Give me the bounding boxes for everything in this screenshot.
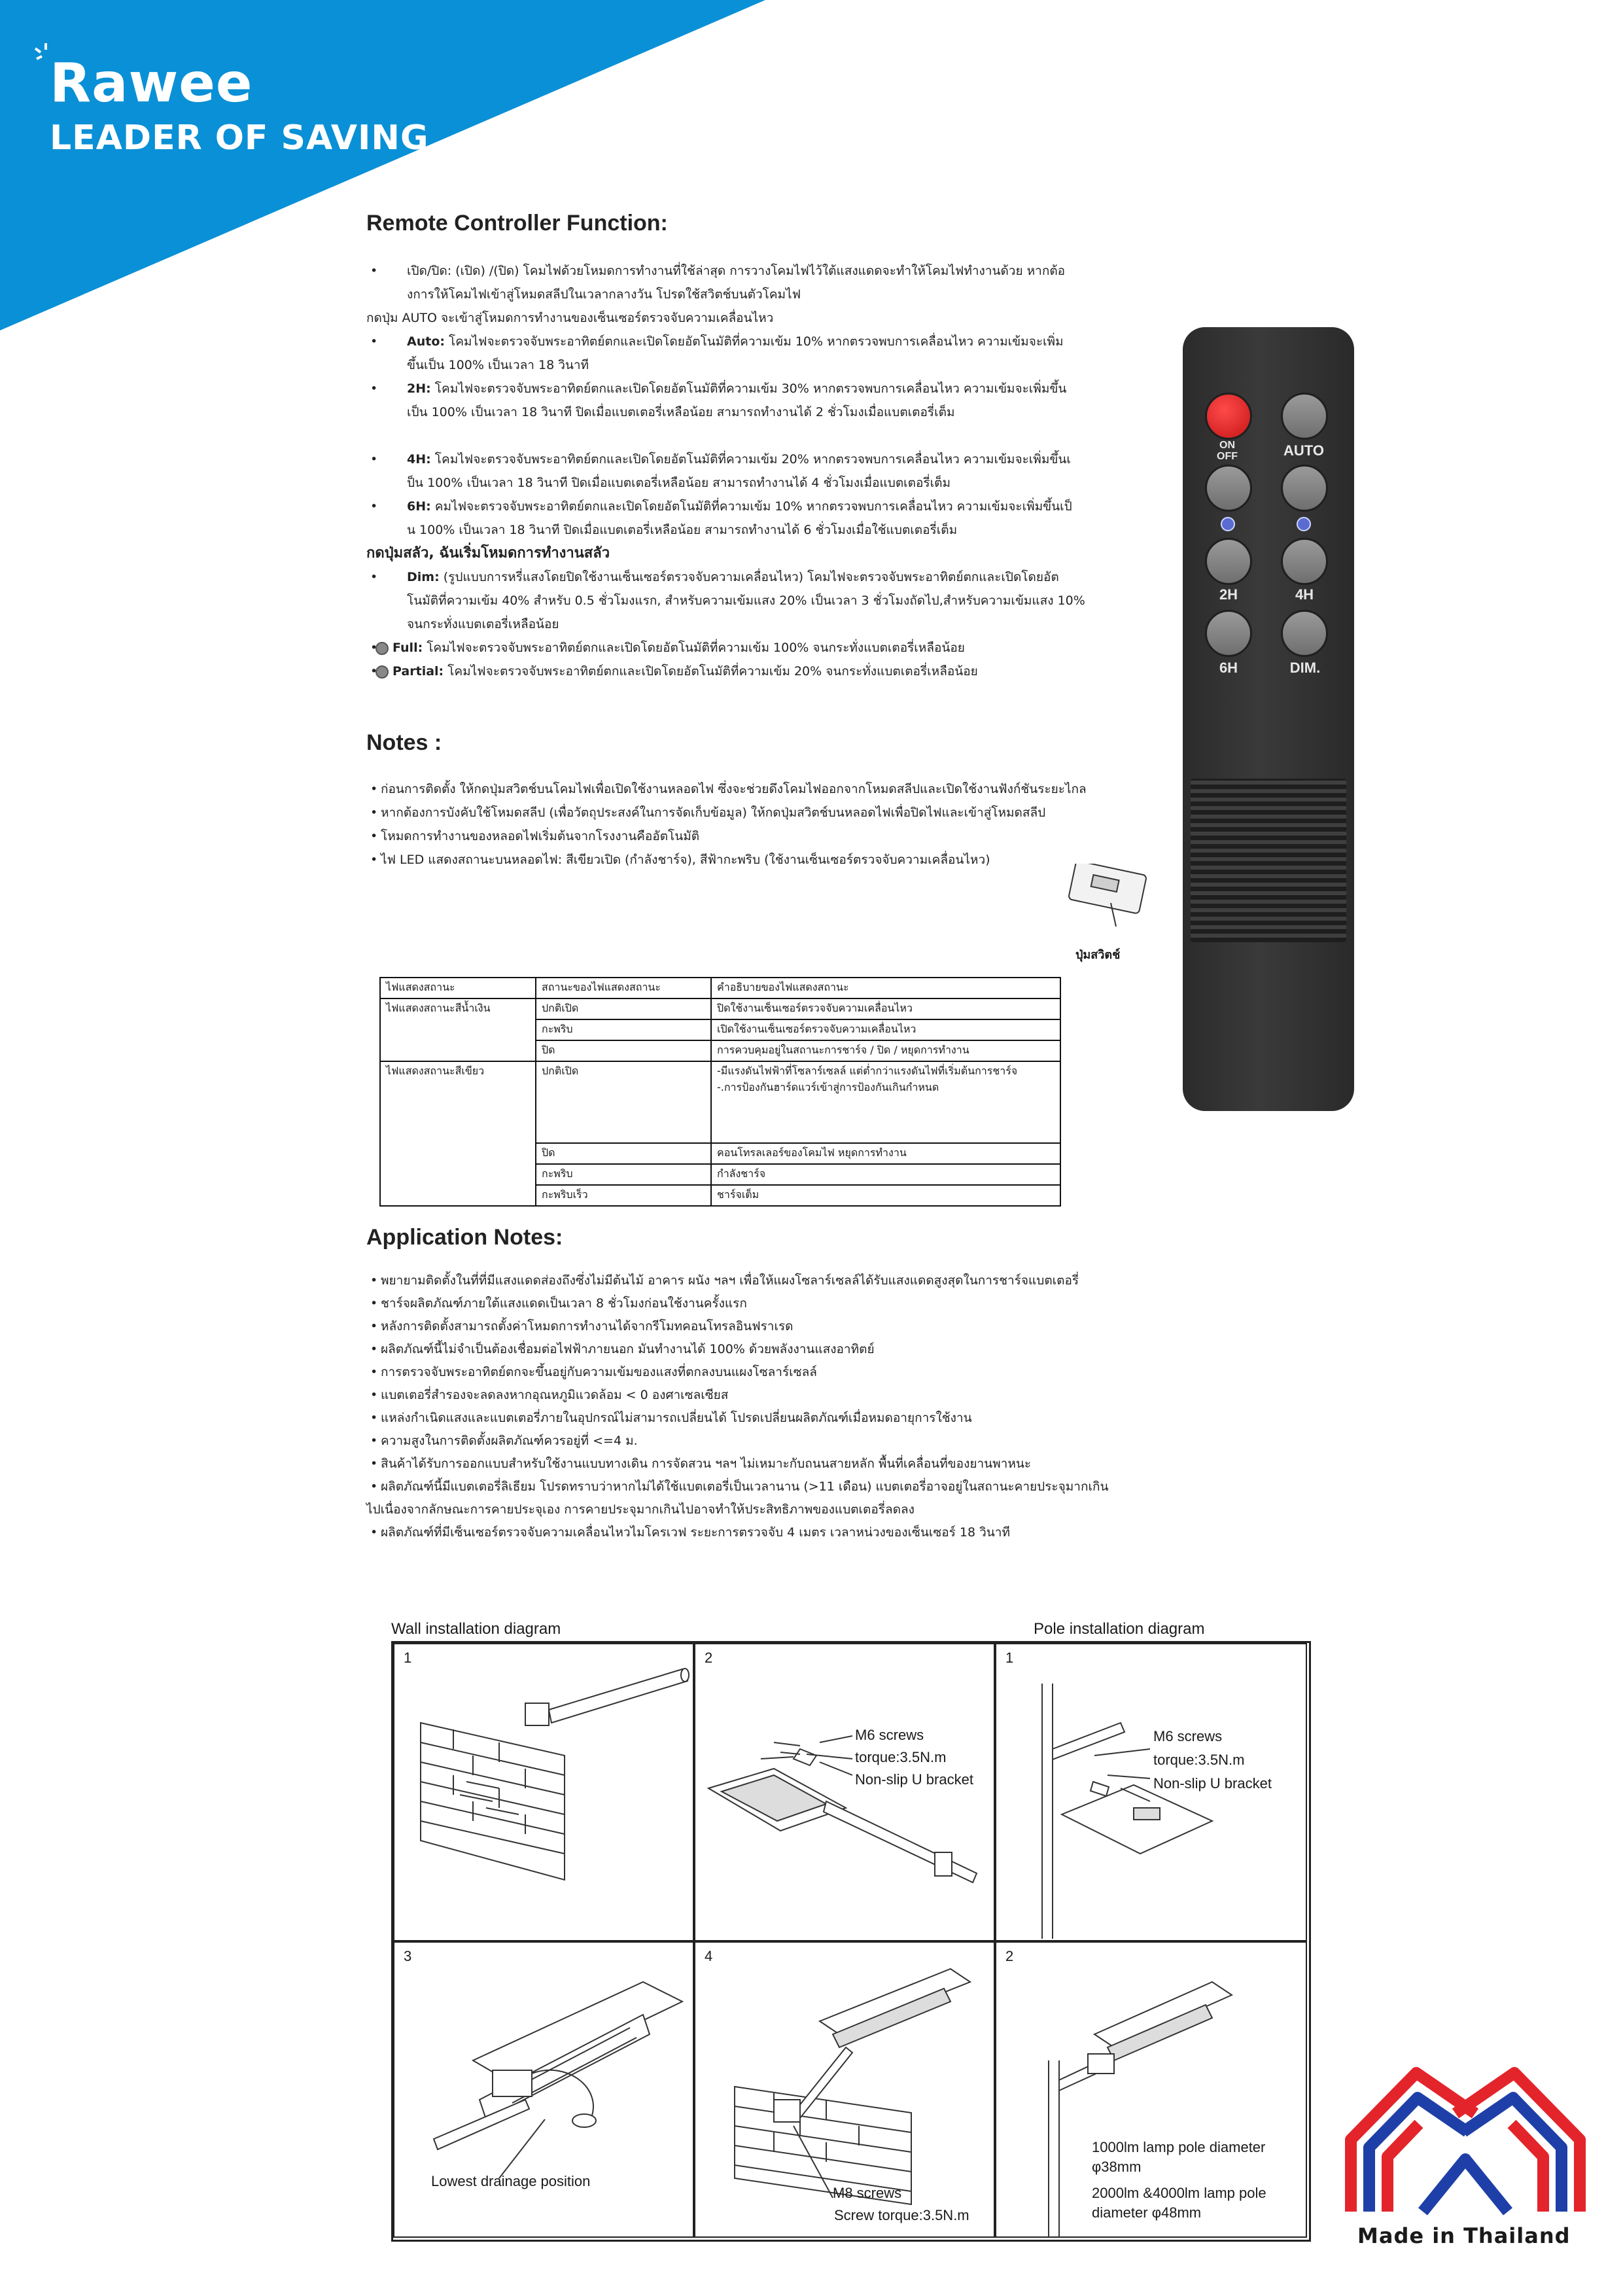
remote-heading: Remote Controller Function: [366,211,668,236]
application-note: • ความสูงในการติดตั้งผลิตภัณฑ์ควรอยู่ที่ <=4 ม. [366,1430,1178,1453]
table-header-row [380,978,1060,998]
remote-function-item [366,565,1171,589]
application-note: • หลังการติดตั้งสามารถตั้งค่าโหมดการทำงานได้จากรีโมทคอนโทรลอินฟราเรด [366,1315,1178,1338]
partial-button-icon [375,665,389,679]
torque-label: torque:3.5N.m [855,1749,947,1765]
remote-function-line: กดปุ่ม AUTO จะเข้าสู่โหมดการทำงานของเซ็นเซอร์ตรวจจับความเคลื่อนไหว [366,311,774,325]
m6-screws-label: M6 screws [1153,1728,1223,1744]
table-row [380,1040,1060,1061]
made-in-thailand-logo [1344,2061,1586,2218]
table-cell: -มีแรงดันไฟฟ้าที่โซลาร์เซลล์ แต่ต่ำกว่าแรงดันไฟที่เริ่มต้นการชาร์จ -.การป้องกันฮาร์ดแวร์เข้าสู่การป้องกันเกินกำหนด [711,1061,1060,1143]
table-cell: การควบคุมอยู่ในสถานะการชาร์จ / ปิด / หยุดการทำงาน [711,1040,1060,1061]
step-number: 2 [705,1650,713,1666]
table-cell [380,1143,536,1164]
pole-1000-diameter: φ38mm [1092,2159,1142,2175]
application-note: • ผลิตภัณฑ์ที่มีเซ็นเซอร์ตรวจจับความเคลื่อนไหวไมโครเวฟ ระยะการตรวจจับ 4 เมตร เวลาหน่วงของเซ็นเซอร์ 18 วินาที [366,1521,1178,1544]
table-cell [380,1185,536,1206]
remote-function-line: ขึ้นเป็น 100% เป็นเวลา 18 วินาที [407,358,589,372]
wall-diagram-title: Wall installation diagram [391,1620,561,1638]
mode-label: Partial: [393,664,444,679]
remote-function-line: โนมัติที่ความเข้ม 40% สำหรับ 0.5 ชั่วโมงแรก, สำหรับความเข้มแสง 20% เป็นเวลา 3 ชั่วโมงถัดไป,สำหรับความเข้มแสง 10% [407,593,1085,608]
table-row [380,1143,1060,1164]
diagram-cell [393,1941,694,2238]
remote-function-item [366,259,1171,283]
step-number: 3 [404,1948,412,1964]
table-cell: ปิด [536,1040,711,1061]
brand-name: Rawee [50,52,253,115]
remote-function-item [366,448,1171,471]
pole-2000-label: 2000lm &4000lm lamp pole [1092,2185,1266,2201]
table-row [380,998,1060,1019]
table-cell: ชาร์จเต็ม [711,1185,1060,1206]
notes-list [366,777,1178,872]
notes-item: • ไฟ LED แสดงสถานะบนหลอดไฟ: สีเขียวเปิด (กำลังชาร์จ), สีฟ้ากะพริบ (ใช้งานเซ็นเซอร์ตรวจจับความเคลื่อนไหว) [366,848,1178,872]
drainage-drawing [394,1943,695,2239]
application-notes-list [366,1269,1178,1544]
partial-dot-icon [1297,517,1311,531]
table-cell [380,1164,536,1185]
application-note: • สินค้าได้รับการออกแบบสำหรับใช้งานแบบทางเดิน การจัดสวน ฯลฯ ไม่เหมาะกับถนนสายหลัก พื้นที่เคลื่อนที่ของยานพาหนะ [366,1453,1178,1475]
remote-function-item [366,495,1171,518]
remote-function-text [366,259,1171,683]
m6-screws-label: M6 screws [855,1727,924,1743]
pole-2000-diameter: diameter φ48mm [1092,2204,1202,2221]
brand-tagline: LEADER OF SAVING [50,118,429,158]
switch-caption: ปุ่มสวิตช์ [1075,948,1121,962]
mode-description: โคมไฟจะตรวจจับพระอาทิตย์ตกและเปิดโดยอัตโนมัติที่ความเข้ม 10% หากตรวจพบการเคลื่อนไหว ความเข้มจะเพิ่ม [444,334,1064,349]
2h-remote-label: 2H [1219,586,1238,603]
mode-label: 2H: [407,381,431,396]
remote-function-line: งการให้โคมไฟเข้าสู่โหมดสลีปในเวลากลางวัน โปรดใช้สวิตช์บนตัวโคมไฟ [407,287,801,302]
remote-function-item [366,636,1171,660]
mode-label: Auto: [407,334,445,349]
mode-label: 6H: [407,499,431,514]
application-note: • แหล่งกำเนิดแสงและแบตเตอรี่ภายในอุปกรณ์ไม่สามารถเปลี่ยนได้ โปรดเปลี่ยนผลิตภัณฑ์เมื่อหมดอายุการใช้งาน [366,1407,1178,1430]
mode-label: 4H: [407,452,431,467]
auto-remote-label: AUTO [1283,442,1324,459]
table-cell [380,1019,536,1040]
dim-mode-heading: กดปุ่มสลัว, ฉันเริ่มโหมดการทำงานสลัว [366,545,610,561]
auto-remote-button [1281,393,1328,440]
torque-label: torque:3.5N.m [1153,1752,1245,1768]
table-row [380,1185,1060,1206]
application-heading: Application Notes: [366,1225,563,1250]
4h-remote-label: 4H [1295,586,1314,603]
table-row [380,1019,1060,1040]
brand-logo [50,52,429,158]
led-status-table [379,977,1061,1207]
pole-bracket-drawing [996,1644,1308,1943]
table-cell: ไฟแสดงสถานะสีเขียว [380,1061,536,1143]
installation-diagram-grid [391,1641,1311,2242]
speaker-grille [1191,779,1346,942]
table-cell: กำลังชาร์จ [711,1164,1060,1185]
diagram-cell [995,1941,1307,2238]
table-cell: กะพริบ [536,1164,711,1185]
diagram-cell [393,1643,694,1941]
remote-function-line: เป็น 100% เป็นเวลา 18 วินาที ปิดเมื่อแบตเตอรี่เหลือน้อย สามารถทำงานได้ 2 ชั่วโมงเมื่อแบตเตอรี่เต็ม [407,405,955,419]
mode-label: Full: [393,641,423,655]
dim-remote-label: DIM. [1289,660,1321,676]
step-number: 1 [404,1650,412,1666]
full-remote-button [1205,465,1252,512]
diagram-cell [995,1643,1307,1941]
table-cell: ปกติเปิด [536,1061,711,1143]
spacer [366,424,1171,448]
application-note: • พยายามติดตั้งในที่ที่มีแสงแดดส่องถึงซึ่งไม่มีต้นไม้ อาคาร ผนัง ฯลฯ เพื่อให้แผงโซลาร์เซลล์ได้รับแสงแดดสูงสุดในการชาร์จแบตเตอรี่ [366,1269,1178,1292]
mode-description: โคมไฟจะตรวจจับพระอาทิตย์ตกและเปิดโดยอัตโนมัติที่ความเข้ม 20% หากตรวจพบการเคลื่อนไหว ความเข้มจะเพิ่มขึ้นเ [430,452,1071,467]
drainage-label: Lowest drainage position [431,2173,591,2189]
application-note: ไปเนื่องจากลักษณะการคายประจุเอง การคายประจุมากเกินไปอาจทำให้ประสิทธิภาพของแบตเตอรี่ลดลง [366,1502,915,1517]
dim-remote-button [1281,610,1328,657]
pole-diagram-title: Pole installation diagram [1034,1620,1205,1638]
4h-remote-button [1281,538,1328,585]
mode-description: โคมไฟจะตรวจจับพระอาทิตย์ตกและเปิดโดยอัตโนมัติที่ความเข้ม 20% จนกระทั่งแบตเตอรี่เหลือน้อย [444,664,978,679]
table-row [380,1061,1060,1143]
table-header: สถานะของไฟแสดงสถานะ [536,978,711,998]
table-cell: เปิดใช้งานเซ็นเซอร์ตรวจจับความเคลื่อนไหว [711,1019,1060,1040]
bracket-label: Non-slip U bracket [1153,1775,1272,1792]
lamp-switch-image [1065,864,1150,929]
mode-description: โคมไฟจะตรวจจับพระอาทิตย์ตกและเปิดโดยอัตโนมัติที่ความเข้ม 30% หากตรวจพบการเคลื่อนไหว ความเข้มจะเพิ่มขึ้น [430,381,1067,396]
application-note: • แบตเตอรี่สำรองจะลดลงหากอุณหภูมิแวดล้อม < 0 องศาเซลเซียส [366,1384,1178,1407]
6h-remote-label: 6H [1219,660,1238,676]
table-cell: ปกติเปิด [536,998,711,1019]
table-cell: ปิดใช้งานเซ็นเซอร์ตรวจจับความเคลื่อนไหว [711,998,1060,1019]
remote-function-item [366,660,1171,683]
mode-label: Dim: [407,570,440,584]
remote-controller-image [1183,327,1354,1111]
table-cell: ปิด [536,1143,711,1164]
remote-function-line: น 100% เป็นเวลา 18 วินาที ปิดเมื่อแบตเตอรี่เหลือน้อย สามารถทำงานได้ 6 ชั่วโมงเมื่อใช้แบตเตอรี่เต็ม [407,523,958,537]
onoff-remote-label: ON OFF [1217,440,1238,462]
onoff-remote-button [1205,393,1252,440]
table-cell: ไฟแสดงสถานะสีน้ำเงิน [380,998,536,1019]
mode-description: เปิด/ปิด: (เปิด) /(ปิด) โคมไฟด้วยโหมดการทำงานที่ใช้ล่าสุด การวางโคมไฟไว้ใต้แสงแดดจะทำให้โคมไฟทำงานด้วย หากต้อ [407,264,1066,278]
table-row [380,1164,1060,1185]
diagram-cell [694,1941,995,2238]
screw-torque-label: Screw torque:3.5N.m [834,2207,969,2223]
bracket-label: Non-slip U bracket [855,1771,973,1788]
application-note: • ผลิตภัณฑ์นี้ไม่จำเป็นต้องเชื่อมต่อไฟฟ้าภายนอก มันทำงานได้ 100% ด้วยพลังงานแสงอาทิตย์ [366,1338,1178,1361]
mode-description: โคมไฟจะตรวจจับพระอาทิตย์ตกและเปิดโดยอัตโนมัติที่ความเข้ม 100% จนกระทั่งแบตเตอรี่เหลือน้อย [423,641,965,655]
m8-screws-label: M8 screws [833,2185,902,2201]
pole-1000-label: 1000lm lamp pole diameter [1092,2139,1266,2155]
notes-item: • ก่อนการติดตั้ง ให้กดปุ่มสวิตช์บนโคมไฟเพื่อเปิดใช้งานหลอดไฟ ซึ่งจะช่วยดึงโคมไฟออกจากโหมดสลีปและเปิดใช้งานฟังก์ชันระยะไกล [366,777,1178,801]
notes-item: • หากต้องการบังคับใช้โหมดสลีป (เพื่อวัตถุประสงค์ในการจัดเก็บข้อมูล) ให้กดปุ่มสวิตช์บนหลอดไฟเพื่อปิดไฟและเข้าสู่โหมดสลีป [366,801,1178,824]
notes-item: • โหมดการทำงานของหลอดไฟเริ่มต้นจากโรงงานคืออัตโนมัติ [366,824,1178,848]
application-note: • ชาร์จผลิตภัณฑ์ภายใต้แสงแดดเป็นเวลา 8 ชั่วโมงก่อนใช้งานครั้งแรก [366,1292,1178,1315]
table-cell [380,1040,536,1061]
remote-function-line: จนกระทั่งแบตเตอรี่เหลือน้อย [407,617,559,631]
table-cell: กะพริบเร็ว [536,1185,711,1206]
partial-remote-button [1281,465,1328,512]
step-number: 2 [1005,1948,1014,1964]
wall-bracket-drawing [394,1644,695,1943]
table-cell: คอนโทรลเลอร์ของโคมไฟ หยุดการทำงาน [711,1143,1060,1164]
made-in-thailand-text: Made in Thailand [1357,2223,1571,2248]
diagram-cell [694,1643,995,1941]
full-dot-icon [1221,517,1235,531]
remote-function-item [366,377,1171,400]
6h-remote-button [1205,610,1252,657]
step-number: 4 [705,1948,713,1964]
full-button-icon [375,642,389,655]
mode-description: คมไฟจะตรวจจับพระอาทิตย์ตกและเปิดโดยอัตโนมัติที่ความเข้ม 10% หากตรวจพบการเคลื่อนไหว ความเข้มจะเพิ่มขึ้นเป็ [430,499,1072,514]
application-note: • การตรวจจับพระอาทิตย์ตกจะขึ้นอยู่กับความเข้มของแสงที่ตกลงบนแผงโซลาร์เซลล์ [366,1361,1178,1384]
application-note: • ผลิตภัณฑ์นี้มีแบตเตอรี่ลิเธียม โปรดทราบว่าหากไม่ได้ใช้แบตเตอรี่เป็นเวลานาน (>11 เดือน) แบตเตอรี่อาจอยู่ในสถานะคายประจุมากเกิน [366,1475,1178,1498]
remote-function-line: ป็น 100% เป็นเวลา 18 วินาที ปิดเมื่อแบตเตอรี่เหลือน้อย สามารถทำงานได้ 4 ชั่วโมงเมื่อแบตเตอรี่เต็ม [407,476,951,490]
bracket-attach-drawing [695,1644,996,1943]
table-header: ไฟแสดงสถานะ [380,978,536,998]
notes-heading: Notes : [366,730,442,755]
mode-description: (รูปแบบการหรี่แสงโดยปิดใช้งานเซ็นเซอร์ตรวจจับความเคลื่อนไหว) โคมไฟจะตรวจจับพระอาทิตย์ตกและเปิดโดยอัต [439,570,1059,584]
table-header: คำอธิบายของไฟแสดงสถานะ [711,978,1060,998]
step-number: 1 [1005,1650,1014,1666]
2h-remote-button [1205,538,1252,585]
table-cell: กะพริบ [536,1019,711,1040]
remote-function-item [366,330,1171,353]
